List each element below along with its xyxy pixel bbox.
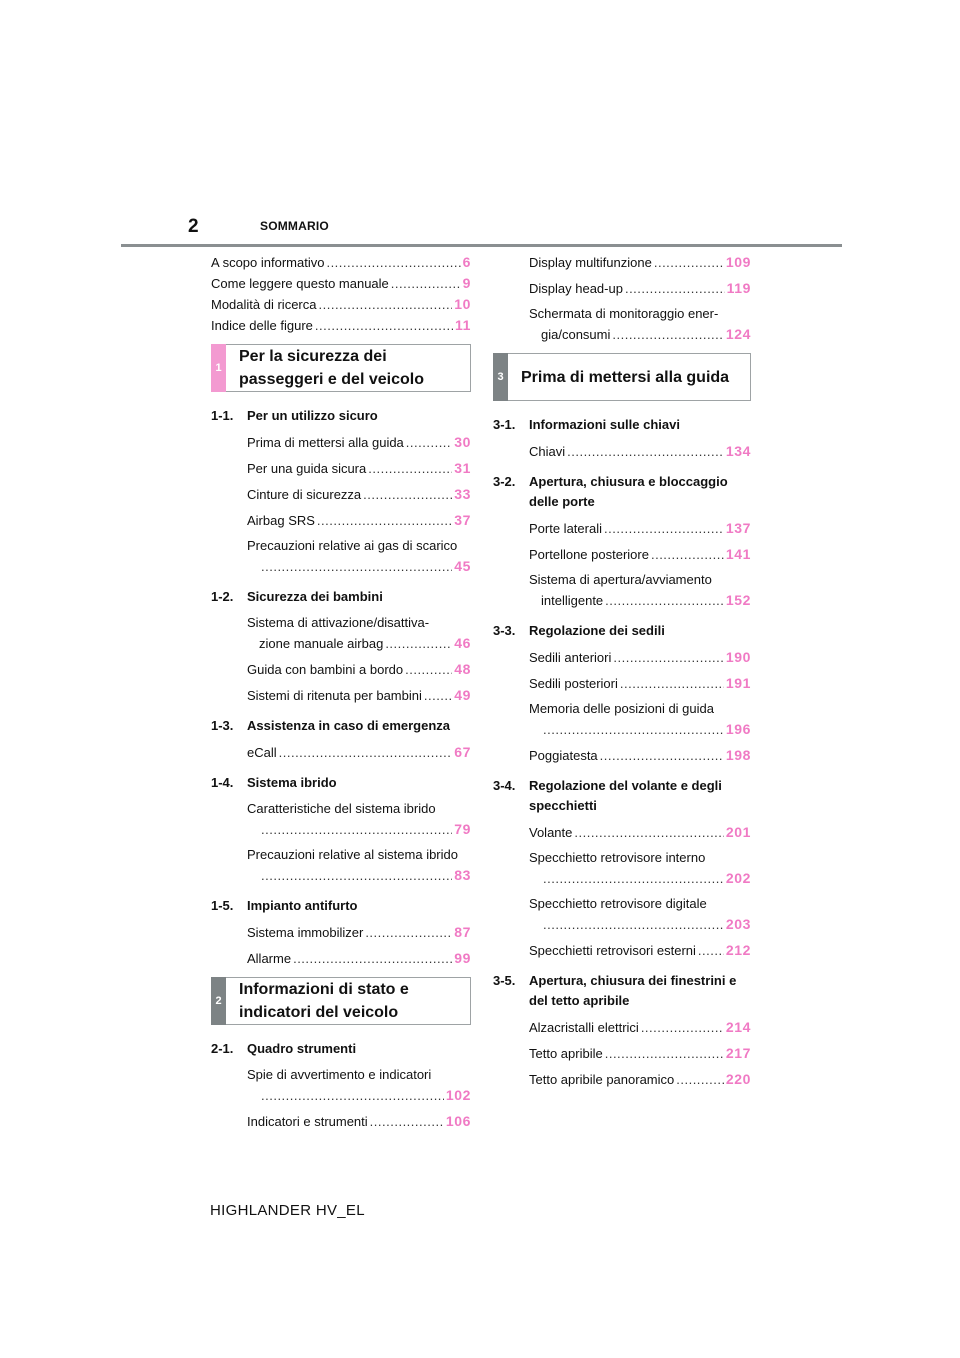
toc-entry-title[interactable]: Precauzioni relative al sistema ibrido — [247, 847, 458, 862]
chapter-heading-1[interactable] — [211, 344, 471, 392]
page-ref: 124 — [725, 326, 751, 342]
page-ref: 37 — [454, 512, 471, 528]
toc-entry[interactable]: Sistema immobilizer ..... 87 — [211, 922, 471, 943]
chapter-title: Informazioni di stato e indicatori del veicolo — [239, 981, 409, 1021]
page-ref: 83 — [454, 867, 471, 883]
chapter-heading-2[interactable] — [211, 977, 471, 1025]
page-ref: 99 — [454, 950, 471, 966]
page-ref: 134 — [725, 443, 751, 459]
toc-entry-continuation[interactable] — [211, 865, 471, 886]
toc-entry[interactable]: Display multifunzione ..... 109 — [493, 252, 751, 273]
toc-entry[interactable]: A scopo informativo ..... 6 — [211, 252, 471, 273]
header-title: SOMMARIO — [260, 219, 329, 233]
toc-entry[interactable]: Modalità di ricerca ..... 10 — [211, 294, 471, 315]
page-ref: 6 — [462, 254, 471, 270]
toc-entry[interactable]: Volante ..... 201 — [493, 822, 751, 843]
page-ref: 109 — [725, 254, 751, 270]
toc-entry-continuation[interactable] — [211, 556, 471, 577]
toc-entry[interactable]: Cinture di sicurezza ..... 33 — [211, 484, 471, 505]
toc-entry[interactable]: Sistemi di ritenuta per bambini ..... 49 — [211, 685, 471, 706]
toc-entry-title[interactable]: Specchietto retrovisore digitale — [529, 896, 707, 911]
page-ref: 141 — [725, 546, 751, 562]
chapter-tab: 3 — [493, 353, 508, 401]
toc-entry-continuation[interactable]: gia/consumi ..... 124 — [493, 324, 751, 345]
toc-entry-continuation[interactable] — [493, 914, 751, 935]
page-ref: 11 — [455, 317, 471, 333]
chapter-title: Prima di mettersi alla guida — [521, 368, 730, 386]
page-number: 2 — [188, 216, 199, 237]
toc-entry[interactable]: Per una guida sicura ..... 31 — [211, 458, 471, 479]
page-ref: 137 — [725, 520, 751, 536]
page-ref: 87 — [454, 924, 471, 940]
page-ref: 9 — [462, 275, 471, 291]
toc-entry-title[interactable]: Sistema di apertura/avviamento — [529, 572, 712, 587]
header-rule — [121, 244, 842, 247]
page-ref: 198 — [725, 747, 751, 763]
page-ref: 45 — [454, 558, 471, 574]
page-ref: 48 — [454, 661, 471, 677]
page-ref: 49 — [454, 687, 471, 703]
page-ref: 214 — [725, 1019, 751, 1035]
page-ref: 196 — [725, 721, 751, 737]
toc-entry-title[interactable]: Schermata di monitoraggio ener- — [529, 306, 719, 321]
page-ref: 46 — [454, 635, 471, 651]
toc-entry-title[interactable]: Sistema di attivazione/disattiva- — [247, 615, 430, 630]
section-heading: 3-5. Apertura, chiusura dei finestrini e del tetto apribile — [493, 973, 737, 1008]
page-ref: 79 — [454, 821, 471, 837]
toc-entry[interactable]: Porte laterali ..... 137 — [493, 518, 751, 539]
page-ref: 10 — [454, 296, 471, 312]
toc-entry[interactable]: Indicatori e strumenti ..... 106 — [211, 1111, 471, 1132]
toc-entry[interactable]: Tetto apribile panoramico ..... 220 — [493, 1069, 751, 1090]
toc-entry[interactable]: Chiavi ..... 134 — [493, 441, 751, 462]
toc-entry-title[interactable]: Caratteristiche del sistema ibrido — [247, 801, 436, 816]
page-ref: 212 — [725, 942, 751, 958]
section-heading: 3-2. Apertura, chiusura e bloccaggio delle porte — [493, 474, 728, 509]
toc-entry-continuation[interactable] — [211, 1085, 471, 1106]
section-heading: 1-4. Sistema ibrido — [211, 775, 337, 790]
toc-entry[interactable]: Display head-up ..... 119 — [493, 278, 751, 299]
chapter-heading-3[interactable] — [493, 353, 751, 401]
toc-entry-title[interactable]: Memoria delle posizioni di guida — [529, 701, 714, 716]
page-ref: 191 — [725, 675, 751, 691]
toc-entry-continuation[interactable] — [211, 819, 471, 840]
toc-entry-title[interactable]: Specchietto retrovisore interno — [529, 850, 706, 865]
toc-entry-continuation[interactable] — [493, 868, 751, 889]
page-ref: 67 — [454, 744, 471, 760]
page-ref: 106 — [445, 1113, 471, 1129]
page-ref: 33 — [454, 486, 471, 502]
toc-entry[interactable]: Alzacristalli elettrici ..... 214 — [493, 1017, 751, 1038]
page-ref: 30 — [454, 434, 471, 450]
toc-entry-continuation[interactable] — [493, 719, 751, 740]
page-ref: 217 — [725, 1045, 751, 1061]
toc-entry[interactable]: Allarme ..... 99 — [211, 948, 471, 969]
toc-column-right — [493, 252, 751, 1095]
chapter-title: Per la sicurezza dei passeggeri e del veicolo — [239, 348, 424, 388]
section-heading: 3-1. Informazioni sulle chiavi — [493, 417, 680, 432]
toc-entry[interactable]: Airbag SRS ..... 37 — [211, 510, 471, 531]
toc-entry[interactable]: Come leggere questo manuale ..... 9 — [211, 273, 471, 294]
page-ref: 203 — [725, 916, 751, 932]
toc-entry[interactable]: Prima di mettersi alla guida ..... 30 — [211, 432, 471, 453]
page-ref: 152 — [725, 592, 751, 608]
page-ref: 202 — [725, 870, 751, 886]
toc-entry[interactable]: eCall ..... 67 — [211, 742, 471, 763]
section-heading: 1-3. Assistenza in caso di emergenza — [211, 718, 451, 733]
section-heading: 3-3. Regolazione dei sedili — [493, 623, 665, 638]
section-heading: 1-1. Per un utilizzo sicuro — [211, 408, 378, 423]
section-heading: 2-1. Quadro strumenti — [211, 1041, 357, 1056]
toc-entry[interactable]: Indice delle figure ..... 11 — [211, 315, 471, 336]
toc-entry-continuation[interactable]: intelligente ..... 152 — [493, 590, 751, 611]
page-ref: 119 — [726, 280, 751, 296]
toc-entry-title[interactable]: Spie di avvertimento e indicatori — [247, 1067, 432, 1082]
toc-entry[interactable]: Sedili anteriori ..... 190 — [493, 647, 751, 668]
section-heading: 3-4. Regolazione del volante e degli specchietti — [493, 778, 722, 813]
chapter-tab: 1 — [211, 344, 226, 392]
toc-entry[interactable]: Specchietti retrovisori esterni ..... 212 — [493, 940, 751, 961]
toc-entry[interactable]: Tetto apribile ..... 217 — [493, 1043, 751, 1064]
page-ref: 102 — [445, 1087, 471, 1103]
toc-entry-title[interactable]: Precauzioni relative ai gas di scarico — [247, 538, 458, 553]
page-ref: 201 — [725, 824, 751, 840]
footer-model: HIGHLANDER HV_EL — [210, 1202, 365, 1219]
section-heading: 1-2. Sicurezza dei bambini — [211, 589, 383, 604]
toc-entry[interactable]: Sedili posteriori ..... 191 — [493, 673, 751, 694]
page-ref: 220 — [725, 1071, 751, 1087]
toc-entry[interactable]: Guida con bambini a bordo ..... 48 — [211, 659, 471, 680]
toc-entry-continuation[interactable]: zione manuale airbag ..... 46 — [211, 633, 471, 654]
toc-entry[interactable]: Portellone posteriore ..... 141 — [493, 544, 751, 565]
chapter-tab: 2 — [211, 977, 226, 1025]
page-header — [0, 0, 960, 280]
page-ref: 31 — [454, 460, 471, 476]
toc-column-left — [211, 252, 471, 1137]
section-heading: 1-5. Impianto antifurto — [211, 898, 358, 913]
page-ref: 190 — [725, 649, 751, 665]
toc-entry[interactable]: Poggiatesta ..... 198 — [493, 745, 751, 766]
